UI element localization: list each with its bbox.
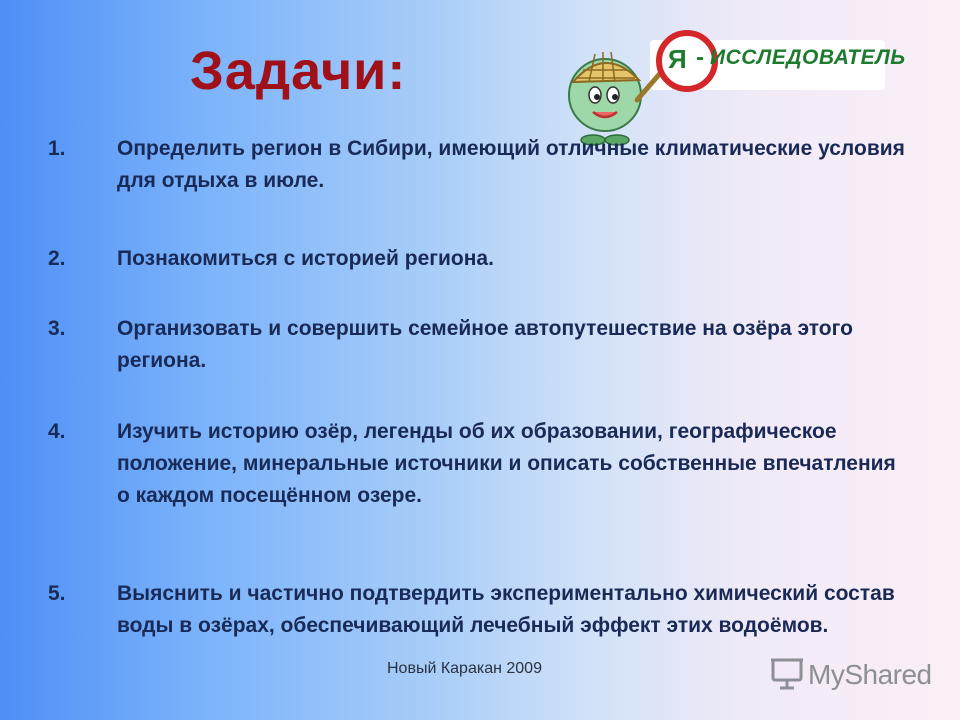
magnifier-icon (656, 30, 718, 92)
slide-title: Задачи: (190, 41, 407, 101)
slide-footer: Новый Каракан 2009 (387, 660, 542, 677)
task-number: 3. (48, 317, 66, 340)
presentation-board-icon (770, 655, 806, 691)
logo-text: ИССЛЕДОВАТЕЛЬ (710, 46, 906, 69)
myshared-watermark: MyShared (808, 659, 932, 690)
task-text: Изучить историю озёр, легенды об их образовании, географическое положение, минеральные источники и описать собственные впечатления о каждом посещённом озере. (117, 420, 896, 507)
task-number: 1. (48, 137, 66, 160)
logo-letter: Я (668, 44, 687, 74)
task-number: 2. (48, 247, 66, 270)
logo-dash: - (696, 44, 704, 71)
task-number: 4. (48, 420, 66, 443)
task-text: Выяснить и частично подтвердить экспериментально химический состав воды в озёрах, обеспечивающий лечебный эффект этих водоёмов. (117, 582, 895, 637)
task-text: Определить регион в Сибири, имеющий отличные климатические условия для отдыха в июле. (117, 137, 905, 192)
task-number: 5. (48, 582, 66, 605)
task-text: Организовать и совершить семейное автопутешествие на озёра этого региона. (117, 317, 853, 372)
task-text: Познакомиться с историей региона. (117, 247, 494, 270)
